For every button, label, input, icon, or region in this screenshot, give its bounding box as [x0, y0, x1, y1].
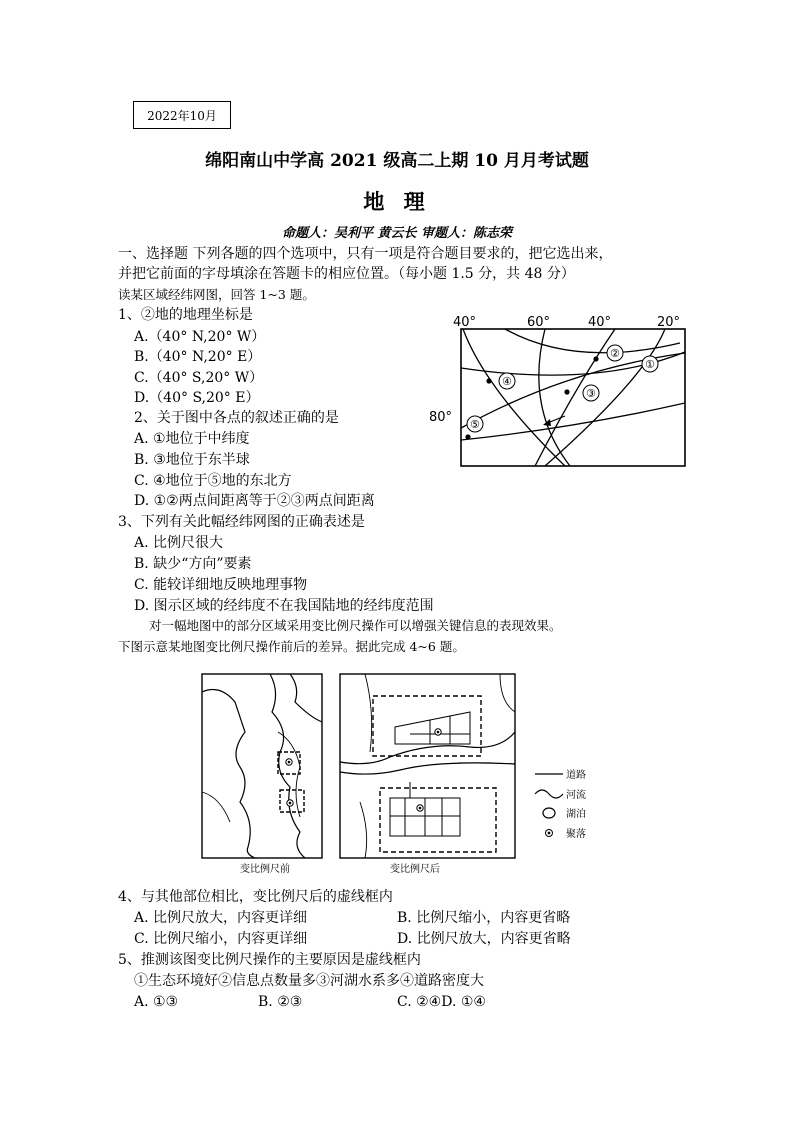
q5-option-cd: C. ②④D. ①④	[397, 994, 486, 1010]
q1-stem: 1、②地的地理坐标是	[118, 307, 253, 323]
group2-intro-2: 下图示意某地图变比例尺操作前后的差异。据此完成 4~6 题。	[118, 639, 465, 654]
direction-arrow-icon	[543, 419, 551, 426]
caption-after: 变比例尺后	[390, 864, 440, 875]
q3-option-c: C. 能较详细地反映地理事物	[134, 577, 308, 593]
q4-option-b: B. 比例尺缩小，内容更省略	[397, 910, 571, 926]
q2-stem: 2、关于图中各点的叙述正确的是	[134, 410, 339, 426]
group1-intro: 读某区域经纬网图，回答 1~3 题。	[118, 287, 315, 302]
map-point-5: ⑤	[470, 418, 480, 431]
q2-option-c: C. ④地位于⑤地的东北方	[134, 473, 292, 489]
river-legend-icon	[535, 790, 563, 798]
q2-option-a: A. ①地位于中纬度	[134, 431, 250, 447]
q1-option-a: A.（40° N,20° W）	[134, 329, 266, 345]
group2-intro-1: 对一幅地图中的部分区域采用变比例尺操作可以增强关键信息的表现效果。	[149, 618, 562, 633]
map-top-label-3: 40°	[588, 315, 612, 330]
q5-option-a: A. ①③	[134, 994, 179, 1010]
q4-option-a: A. 比例尺放大，内容更详细	[134, 910, 308, 926]
map-point-2: ②	[610, 347, 620, 360]
q4-stem: 4、与其他部位相比，变比例尺后的虚线框内	[118, 889, 393, 905]
q3-option-b: B. 缺少“方向”要素	[134, 556, 252, 572]
map-side-label: 80°	[429, 410, 453, 425]
legend-road: 道路	[566, 770, 586, 781]
map-point-1: ①	[645, 358, 655, 371]
map-top-label-2: 60°	[527, 315, 551, 330]
legend-settlement: 聚落	[566, 829, 586, 840]
scale-change-figure	[200, 672, 605, 878]
q5-statements: ①生态环境好②信息点数量多③河湖水系多④道路密度大	[134, 973, 484, 989]
q5-stem: 5、推测该图变比例尺操作的主要原因是虚线框内	[118, 952, 421, 968]
subject-title: 地 理	[363, 189, 431, 214]
q1-option-b: B.（40° N,20° E）	[134, 349, 262, 365]
q2-option-d: D. ①②两点间距离等于②③两点间距离	[134, 493, 375, 509]
map-point-4: ④	[502, 375, 512, 388]
caption-before: 变比例尺前	[240, 864, 290, 875]
q2-option-b: B. ③地位于东半球	[134, 452, 250, 468]
legend-river: 河流	[566, 790, 586, 801]
q5-option-b: B. ②③	[258, 994, 303, 1010]
q3-stem: 3、下列有关此幅经纬网图的正确表述是	[118, 514, 365, 530]
map-top-label-1: 40°	[453, 315, 477, 330]
q1-option-d: D.（40° S,20° E）	[134, 390, 260, 406]
map-point-3: ③	[586, 387, 596, 400]
q3-option-a: A. 比例尺很大	[134, 535, 224, 551]
q4-option-d: D. 比例尺放大，内容更省略	[397, 931, 571, 947]
authors-line: 命题人：吴利平 黄云长 审题人：陈志荣	[281, 226, 513, 241]
exam-title: 绵阳南山中学高 2021 级高二上期 10 月月考试题	[205, 151, 589, 171]
graticule-map	[425, 308, 700, 470]
instructions-line-1: 一、选择题 下列各题的四个选项中，只有一项是符合题目要求的，把它选出来，	[118, 246, 613, 262]
map-top-label-4: 20°	[657, 315, 681, 330]
lake-legend-icon	[543, 808, 555, 818]
map-before-panel	[202, 674, 322, 858]
legend-lake: 湖泊	[566, 809, 586, 820]
instructions-line-2: 并把它前面的字母填涂在答题卡的相应位置。（每小题 1.5 分，共 48 分）	[118, 266, 575, 282]
exam-date-box: 2022年10月	[133, 101, 231, 129]
q4-option-c: C. 比例尺缩小，内容更详细	[134, 931, 308, 947]
q3-option-d: D. 图示区域的经纬度不在我国陆地的经纬度范围	[134, 598, 434, 614]
q1-option-c: C.（40° S,20° W）	[134, 370, 264, 386]
